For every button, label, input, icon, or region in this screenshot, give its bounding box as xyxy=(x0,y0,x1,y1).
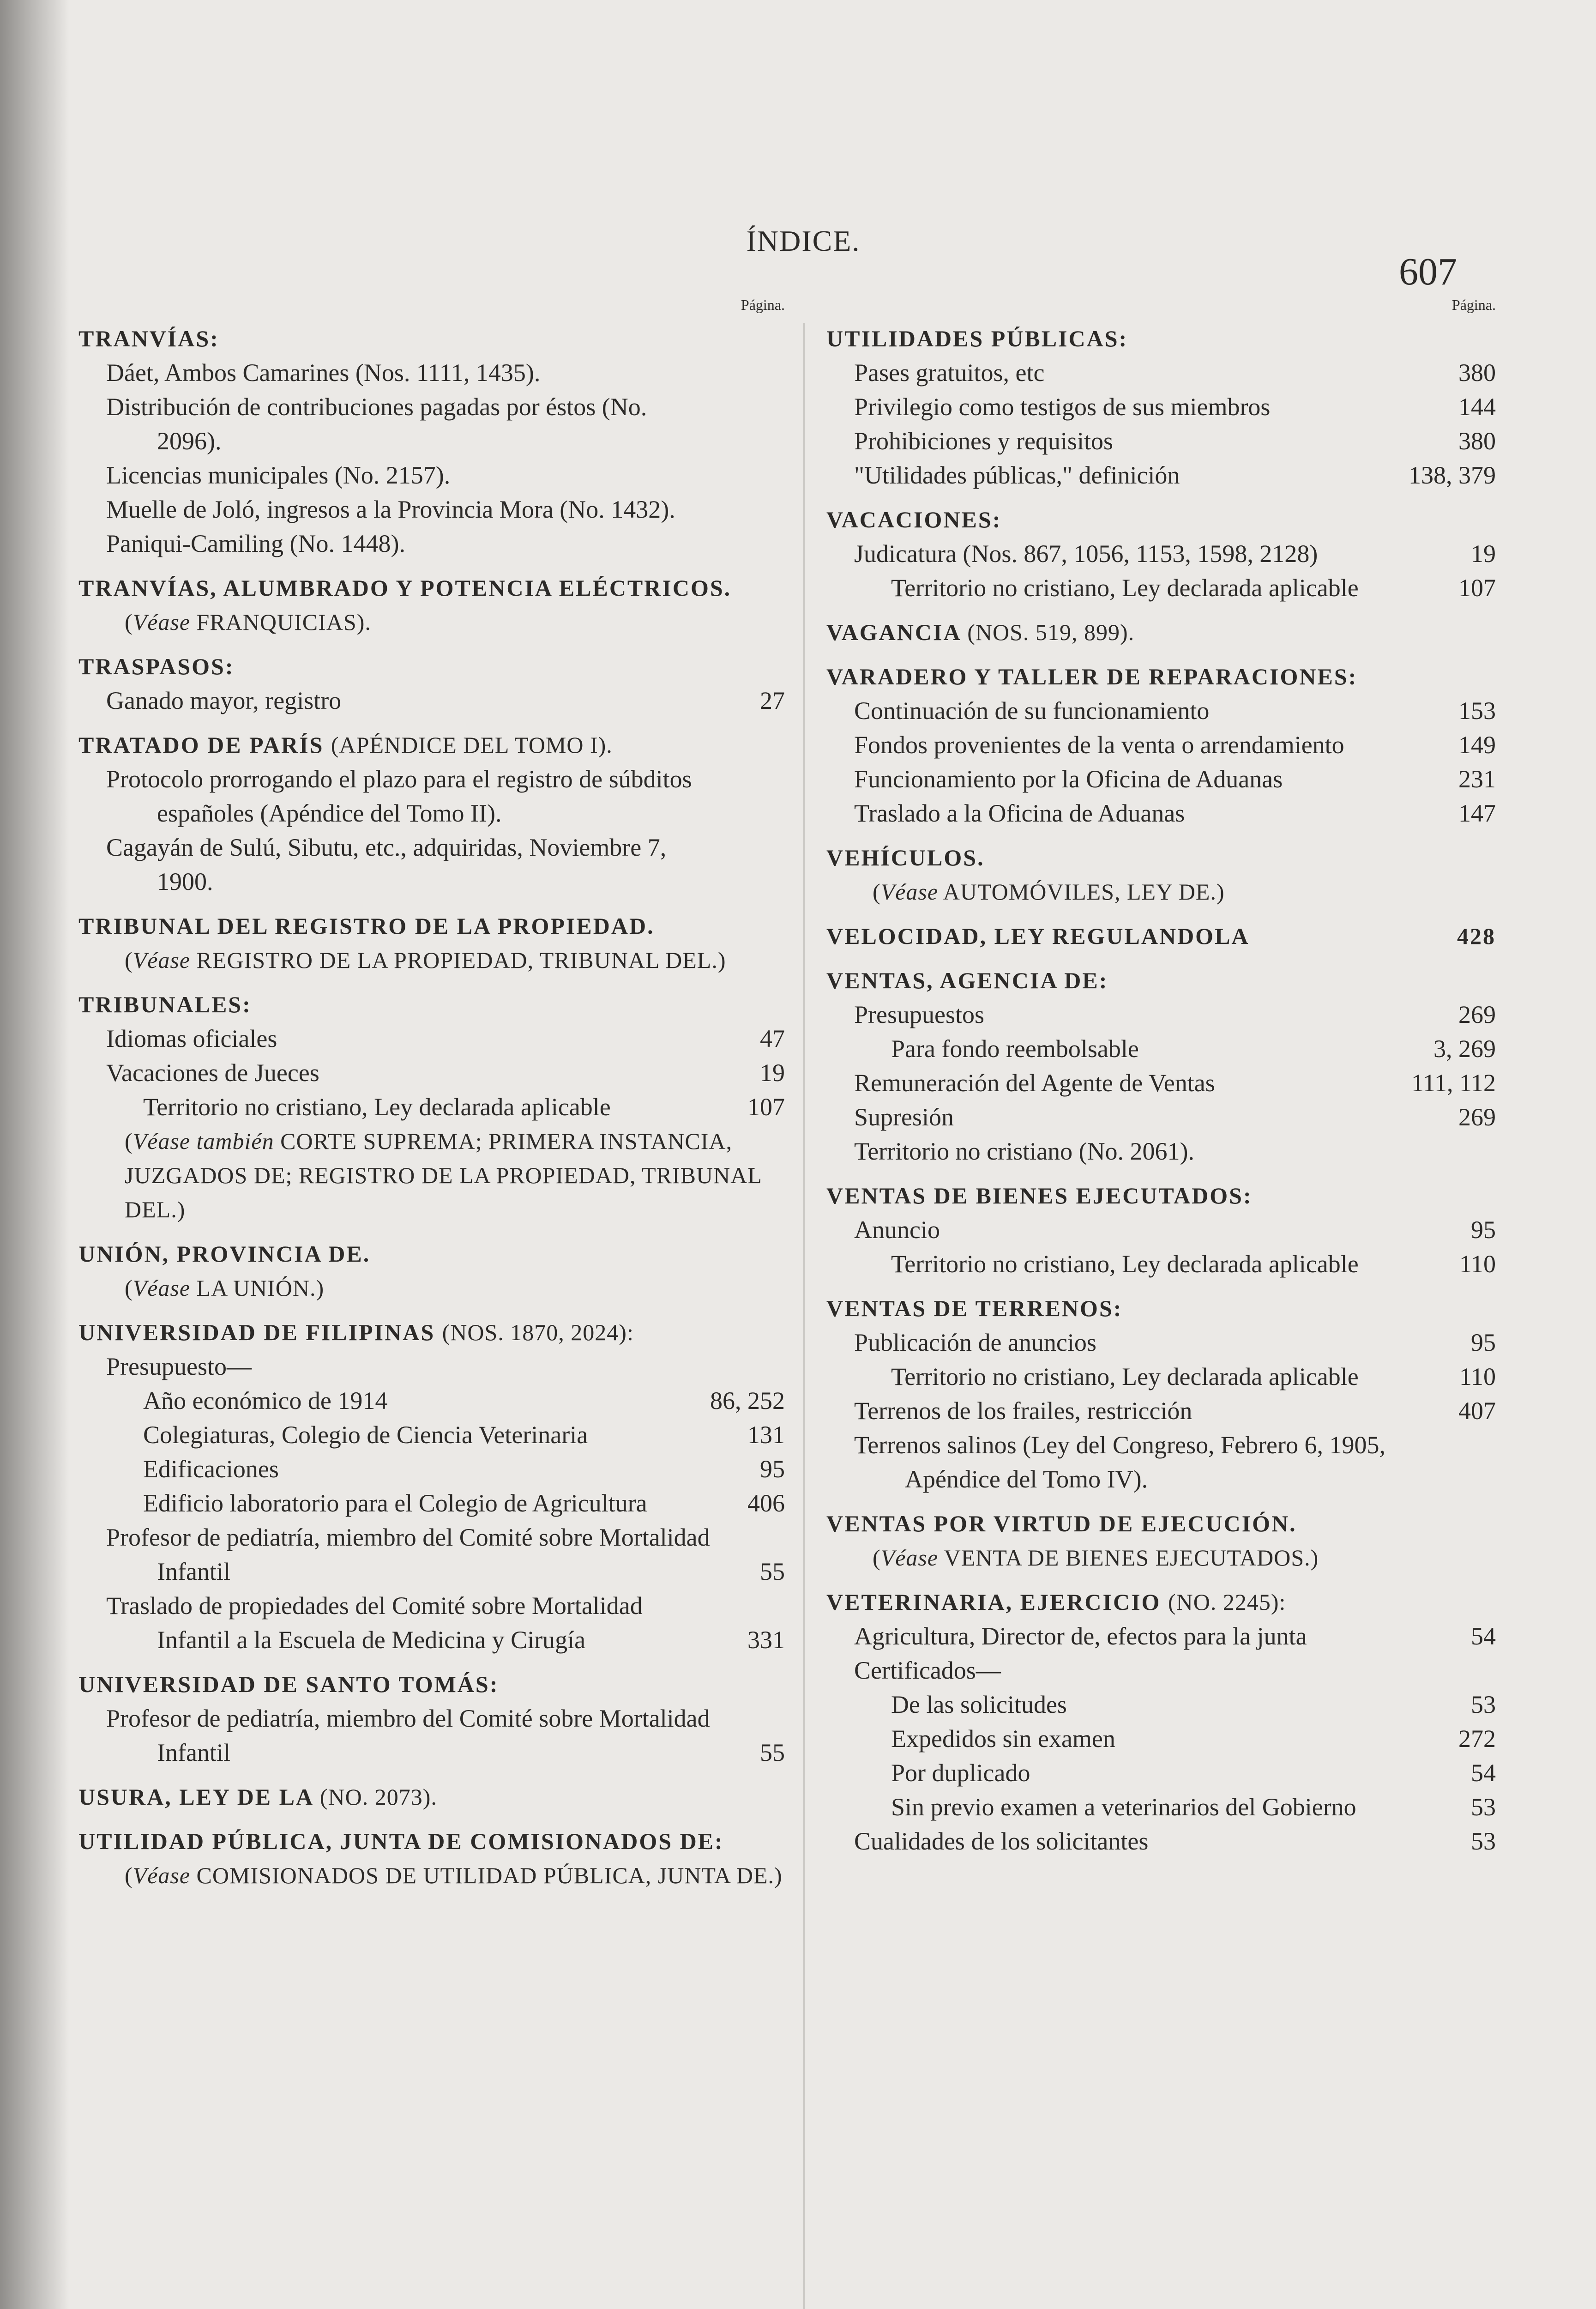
index-heading xyxy=(78,649,785,683)
page-ref: 53 xyxy=(1471,1691,1496,1718)
index-heading xyxy=(826,502,1496,537)
page-ref: 110 xyxy=(1459,1363,1496,1390)
entry-text: Territorio no cristiano, Ley declarada aplicable xyxy=(143,1093,611,1121)
entry-text: Judicatura (Nos. 867, 1056, 1153, 1598, 2128) xyxy=(854,540,1318,568)
page-ref: 47 xyxy=(760,1025,785,1052)
entry-text: Vacaciones de Jueces xyxy=(106,1059,319,1087)
page-ref: 53 xyxy=(1471,1793,1496,1821)
heading-text: VELOCIDAD, LEY REGULANDOLA xyxy=(826,923,1250,949)
index-heading xyxy=(78,909,785,943)
heading-text: UTILIDAD PÚBLICA, JUNTA DE COMISIONADOS DE: xyxy=(78,1828,724,1854)
page-ref: 53 xyxy=(1471,1827,1496,1855)
entry-text: Territorio no cristiano, Ley declarada aplicable xyxy=(891,1250,1359,1278)
entry-text: Presupuestos xyxy=(854,1001,984,1028)
entry-text: Protocolo prorrogando el plazo para el registro de súbditos españoles (Apéndice del Tomo II). xyxy=(106,765,692,827)
index-heading xyxy=(826,840,1496,875)
heading-text: TRANVÍAS: xyxy=(78,326,219,351)
index-entry xyxy=(78,1384,785,1418)
entry-text: Territorio no cristiano (No. 2061). xyxy=(854,1137,1195,1165)
index-entry xyxy=(78,1452,785,1486)
page-ref: 380 xyxy=(1458,359,1496,387)
heading-extra: (NO. 2245): xyxy=(1168,1589,1286,1615)
page-ref: 95 xyxy=(1471,1216,1496,1244)
index-section xyxy=(78,728,785,899)
index-heading xyxy=(826,1585,1496,1619)
index-entry xyxy=(78,1418,785,1452)
entry-text: Profesor de pediatría, miembro del Comité sobre Mortalidad Infantil xyxy=(106,1523,710,1585)
column-divider xyxy=(803,323,805,2309)
index-section xyxy=(826,321,1496,492)
entry-text: Publicación de anuncios xyxy=(854,1329,1096,1356)
index-section xyxy=(826,502,1496,605)
entry-text: Idiomas oficiales xyxy=(106,1025,277,1052)
index-heading xyxy=(78,1667,785,1701)
page-ref: 147 xyxy=(1458,799,1496,827)
heading-text: UTILIDADES PÚBLICAS: xyxy=(826,326,1128,351)
index-entry xyxy=(826,1325,1496,1360)
entry-text: Terrenos salinos (Ley del Congreso, Febrero 6, 1905, Apéndice del Tomo IV). xyxy=(854,1431,1385,1493)
index-heading xyxy=(826,659,1496,694)
cross-reference: (Véase también CORTE SUPREMA; PRIMERA INSTANCIA, JUZGADOS DE; REGISTRO DE LA PROPIEDAD, TRIBUNAL DEL.) xyxy=(125,1128,761,1222)
index-heading xyxy=(78,1824,785,1858)
index-section xyxy=(826,1506,1496,1575)
entry-text: Traslado de propiedades del Comité sobre Mortalidad Infantil a la Escuela de Medicina y Cirugía xyxy=(106,1592,643,1654)
see-target: VENTA DE BIENES EJECUTADOS.) xyxy=(944,1545,1319,1571)
index-column-right xyxy=(826,296,1496,1858)
index-entry xyxy=(826,1756,1496,1790)
index-section xyxy=(78,649,785,718)
index-entry xyxy=(826,997,1496,1032)
heading-text: UNIVERSIDAD DE FILIPINAS xyxy=(78,1319,435,1345)
entry-text: Continuación de su funcionamiento xyxy=(854,697,1210,725)
index-section xyxy=(826,919,1496,953)
index-section xyxy=(826,615,1496,649)
page-ref: 54 xyxy=(1471,1759,1496,1787)
heading-text: UNIVERSIDAD DE SANTO TOMÁS: xyxy=(78,1671,499,1697)
index-heading xyxy=(78,987,785,1022)
page-ref: 428 xyxy=(1457,923,1496,949)
heading-extra: (NOS. 519, 899). xyxy=(967,619,1135,645)
index-entry xyxy=(78,1486,785,1520)
index-section xyxy=(78,1315,785,1657)
entry-text: Dáet, Ambos Camarines (Nos. 1111, 1435). xyxy=(106,359,541,387)
heading-extra: (NO. 2073). xyxy=(319,1784,437,1810)
see-label: Véase también xyxy=(132,1128,274,1154)
see-label: Véase xyxy=(132,1862,191,1888)
index-entry xyxy=(78,458,785,492)
page-ref: 131 xyxy=(747,1421,785,1449)
entry-text: Certificados— xyxy=(854,1656,1001,1684)
index-entry xyxy=(826,1687,1496,1722)
entry-text: Colegiaturas, Colegio de Ciencia Veterinaria xyxy=(143,1421,588,1449)
entry-text: Pases gratuitos, etc xyxy=(854,359,1045,387)
entry-text: Territorio no cristiano, Ley declarada aplicable xyxy=(891,1363,1359,1390)
page-ref: 3, 269 xyxy=(1433,1035,1496,1063)
index-heading xyxy=(78,1780,785,1814)
entry-text: Ganado mayor, registro xyxy=(106,687,342,714)
index-section xyxy=(78,1780,785,1814)
entry-text: Expedidos sin examen xyxy=(891,1725,1115,1753)
entry-text: Fondos provenientes de la venta o arrendamiento xyxy=(854,731,1344,759)
page-ref: 144 xyxy=(1458,393,1496,421)
index-heading xyxy=(826,919,1496,953)
index-heading xyxy=(78,571,785,605)
page-ref: 55 xyxy=(760,1739,785,1766)
index-heading xyxy=(826,321,1496,356)
index-entry xyxy=(826,1066,1496,1100)
index-entry xyxy=(826,1428,1496,1496)
index-entry xyxy=(826,356,1496,390)
entry-text: Muelle de Joló, ingresos a la Provincia Mora (No. 1432). xyxy=(106,496,675,523)
index-heading xyxy=(826,1179,1496,1213)
index-entry xyxy=(78,1701,785,1770)
index-entry xyxy=(826,571,1496,605)
index-entry xyxy=(826,1134,1496,1168)
entry-text: Cualidades de los solicitantes xyxy=(854,1827,1149,1855)
entry-text: Edificio laboratorio para el Colegio de Agricultura xyxy=(143,1489,647,1517)
see-label: Véase xyxy=(132,947,191,973)
entry-text: "Utilidades públicas," definición xyxy=(854,461,1180,489)
entry-text: De las solicitudes xyxy=(891,1691,1067,1718)
see-label: Véase xyxy=(132,609,191,635)
entry-text: Licencias municipales (No. 2157). xyxy=(106,461,451,489)
page-ref: 138, 379 xyxy=(1409,461,1496,489)
entry-text: Terrenos de los frailes, restricción xyxy=(854,1397,1192,1425)
index-heading xyxy=(826,1291,1496,1325)
page-column-label: Página. xyxy=(1451,296,1496,313)
index-entry xyxy=(826,728,1496,762)
entry-text: Paniqui-Camiling (No. 1448). xyxy=(106,530,405,557)
entry-text: Para fondo reembolsable xyxy=(891,1035,1139,1063)
page-ref: 407 xyxy=(1458,1397,1496,1425)
index-entry xyxy=(78,1056,785,1090)
entry-text: Cagayán de Sulú, Sibutu, etc., adquiridas, Noviembre 7, 1900. xyxy=(106,834,667,895)
entry-text: Territorio no cristiano, Ley declarada aplicable xyxy=(891,574,1359,602)
page-ref: 54 xyxy=(1471,1622,1496,1650)
index-section xyxy=(826,1585,1496,1858)
index-entry xyxy=(826,1790,1496,1824)
index-entry xyxy=(826,796,1496,830)
page-ref: 269 xyxy=(1458,1001,1496,1028)
page-title: ÍNDICE. xyxy=(746,224,861,257)
index-entry xyxy=(78,1022,785,1056)
see-target: CORTE SUPREMA; PRIMERA INSTANCIA, JUZGADOS DE; REGISTRO DE LA PROPIEDAD, TRIBUNAL DEL.) xyxy=(125,1128,761,1222)
heading-text: UNIÓN, PROVINCIA DE. xyxy=(78,1241,371,1267)
entry-text: Supresión xyxy=(854,1103,954,1131)
entry-text: Anuncio xyxy=(854,1216,940,1244)
index-section xyxy=(78,1237,785,1305)
index-entry xyxy=(826,762,1496,796)
see-target: COMISIONADOS DE UTILIDAD PÚBLICA, JUNTA DE.) xyxy=(196,1862,783,1888)
page-ref: 380 xyxy=(1458,427,1496,455)
heading-text: TRANVÍAS, ALUMBRADO Y POTENCIA ELÉCTRICOS. xyxy=(78,575,732,601)
cross-reference: (Véase LA UNIÓN.) xyxy=(125,1275,325,1301)
index-entry xyxy=(826,694,1496,728)
entry-text: Por duplicado xyxy=(891,1759,1030,1787)
heading-text: VENTAS DE BIENES EJECUTADOS: xyxy=(826,1183,1253,1209)
heading-text: VAGANCIA xyxy=(826,619,960,645)
page-ref: 19 xyxy=(1471,540,1496,568)
index-entry xyxy=(826,1394,1496,1428)
index-heading xyxy=(826,1506,1496,1541)
entry-text: Sin previo examen a veterinarios del Gobierno xyxy=(891,1793,1356,1821)
index-heading xyxy=(826,615,1496,649)
heading-text: TRIBUNALES: xyxy=(78,991,252,1017)
index-entry xyxy=(826,1619,1496,1653)
heading-text: VENTAS, AGENCIA DE: xyxy=(826,967,1108,993)
cross-reference: (Véase VENTA DE BIENES EJECUTADOS.) xyxy=(873,1545,1319,1571)
cross-reference: (Véase REGISTRO DE LA PROPIEDAD, TRIBUNAL DEL.) xyxy=(125,947,726,973)
index-entry xyxy=(826,1824,1496,1858)
see-target: REGISTRO DE LA PROPIEDAD, TRIBUNAL DEL.) xyxy=(196,947,726,973)
index-entry xyxy=(826,1213,1496,1247)
index-section xyxy=(78,909,785,977)
index-entry xyxy=(826,458,1496,492)
index-section xyxy=(826,1179,1496,1281)
entry-text: Prohibiciones y requisitos xyxy=(854,427,1113,455)
page-ref: 19 xyxy=(760,1059,785,1087)
cross-reference: (Véase AUTOMÓVILES, LEY DE.) xyxy=(873,879,1225,905)
entry-text: Privilegio como testigos de sus miembros xyxy=(854,393,1271,421)
entry-text: Remuneración del Agente de Ventas xyxy=(854,1069,1215,1097)
index-heading xyxy=(78,728,785,762)
index-section xyxy=(78,1667,785,1770)
heading-extra: (APÉNDICE DEL TOMO I). xyxy=(331,732,613,758)
entry-text: Año económico de 1914 xyxy=(143,1387,388,1414)
heading-text: TRIBUNAL DEL REGISTRO DE LA PROPIEDAD. xyxy=(78,913,655,939)
index-entry xyxy=(78,526,785,561)
index-heading xyxy=(78,321,785,356)
page-ref: 86, 252 xyxy=(710,1387,785,1414)
cross-reference: (Véase COMISIONADOS DE UTILIDAD PÚBLICA, JUNTA DE.) xyxy=(125,1862,783,1888)
entry-text: Edificaciones xyxy=(143,1455,279,1483)
index-entry xyxy=(826,1100,1496,1134)
index-entry xyxy=(826,1247,1496,1281)
entry-text: Distribución de contribuciones pagadas por éstos (No. 2096). xyxy=(106,393,647,455)
heading-text: VENTAS POR VIRTUD DE EJECUCIÓN. xyxy=(826,1511,1297,1536)
index-heading xyxy=(826,963,1496,997)
page-ref: 95 xyxy=(1471,1329,1496,1356)
binding-gutter-shadow xyxy=(0,0,69,2309)
heading-text: VENTAS DE TERRENOS: xyxy=(826,1295,1123,1321)
page-ref: 55 xyxy=(760,1558,785,1585)
index-column-left xyxy=(78,296,785,1892)
index-entry xyxy=(78,1589,785,1657)
index-section xyxy=(826,840,1496,909)
see-label: Véase xyxy=(132,1275,191,1301)
heading-text: VACACIONES: xyxy=(826,507,1002,532)
index-section xyxy=(826,659,1496,830)
index-entry xyxy=(78,1349,785,1384)
index-heading xyxy=(78,1315,785,1349)
index-entry xyxy=(78,830,785,899)
entry-text: Presupuesto— xyxy=(106,1353,252,1380)
index-section xyxy=(78,321,785,561)
index-section xyxy=(826,1291,1496,1496)
see-label: Véase xyxy=(880,1545,939,1571)
index-entry xyxy=(826,424,1496,458)
page-ref: 149 xyxy=(1458,731,1496,759)
index-entry xyxy=(78,356,785,390)
entry-text: Funcionamiento por la Oficina de Aduanas xyxy=(854,765,1283,793)
index-entry xyxy=(826,1360,1496,1394)
heading-text: TRATADO DE PARÍS xyxy=(78,732,324,758)
cross-reference: (Véase FRANQUICIAS). xyxy=(125,609,371,635)
index-entry xyxy=(826,1722,1496,1756)
index-entry xyxy=(78,390,785,458)
index-entry xyxy=(78,1090,785,1124)
page-ref: 269 xyxy=(1458,1103,1496,1131)
index-entry xyxy=(826,390,1496,424)
index-section xyxy=(78,1824,785,1892)
see-target: LA UNIÓN.) xyxy=(196,1275,325,1301)
page-ref: 107 xyxy=(1458,574,1496,602)
index-entry xyxy=(826,537,1496,571)
index-section xyxy=(826,963,1496,1168)
index-entry xyxy=(78,762,785,830)
see-label: Véase xyxy=(880,879,939,905)
index-section xyxy=(78,987,785,1227)
index-entry xyxy=(78,1520,785,1589)
page-ref: 231 xyxy=(1458,765,1496,793)
page-ref: 153 xyxy=(1458,697,1496,725)
entry-text: Agricultura, Director de, efectos para la junta xyxy=(854,1622,1307,1650)
page-ref: 107 xyxy=(747,1093,785,1121)
page-ref: 111, 112 xyxy=(1411,1069,1496,1097)
entry-text: Profesor de pediatría, miembro del Comité sobre Mortalidad Infantil xyxy=(106,1705,710,1766)
page-ref: 406 xyxy=(747,1489,785,1517)
page-column-label: Página. xyxy=(741,296,785,313)
heading-text: VEHÍCULOS. xyxy=(826,845,985,870)
heading-text: VARADERO Y TALLER DE REPARACIONES: xyxy=(826,664,1358,689)
index-entry xyxy=(826,1653,1496,1687)
index-entry xyxy=(78,492,785,526)
see-target: FRANQUICIAS). xyxy=(196,609,371,635)
see-target: AUTOMÓVILES, LEY DE.) xyxy=(943,879,1225,905)
index-entry xyxy=(826,1032,1496,1066)
index-section xyxy=(78,571,785,639)
page-ref: 27 xyxy=(760,687,785,714)
heading-text: VETERINARIA, EJERCICIO xyxy=(826,1589,1161,1615)
heading-text: USURA, LEY DE LA xyxy=(78,1784,313,1810)
page-ref: 95 xyxy=(760,1455,785,1483)
heading-extra: (NOS. 1870, 2024): xyxy=(442,1319,634,1345)
index-heading xyxy=(78,1237,785,1271)
page-ref: 110 xyxy=(1459,1250,1496,1278)
page-ref: 272 xyxy=(1458,1725,1496,1753)
entry-text: Traslado a la Oficina de Aduanas xyxy=(854,799,1185,827)
index-entry xyxy=(78,683,785,718)
page-number: 607 xyxy=(1399,250,1457,293)
heading-text: TRASPASOS: xyxy=(78,653,235,679)
page-ref: 331 xyxy=(747,1626,785,1654)
